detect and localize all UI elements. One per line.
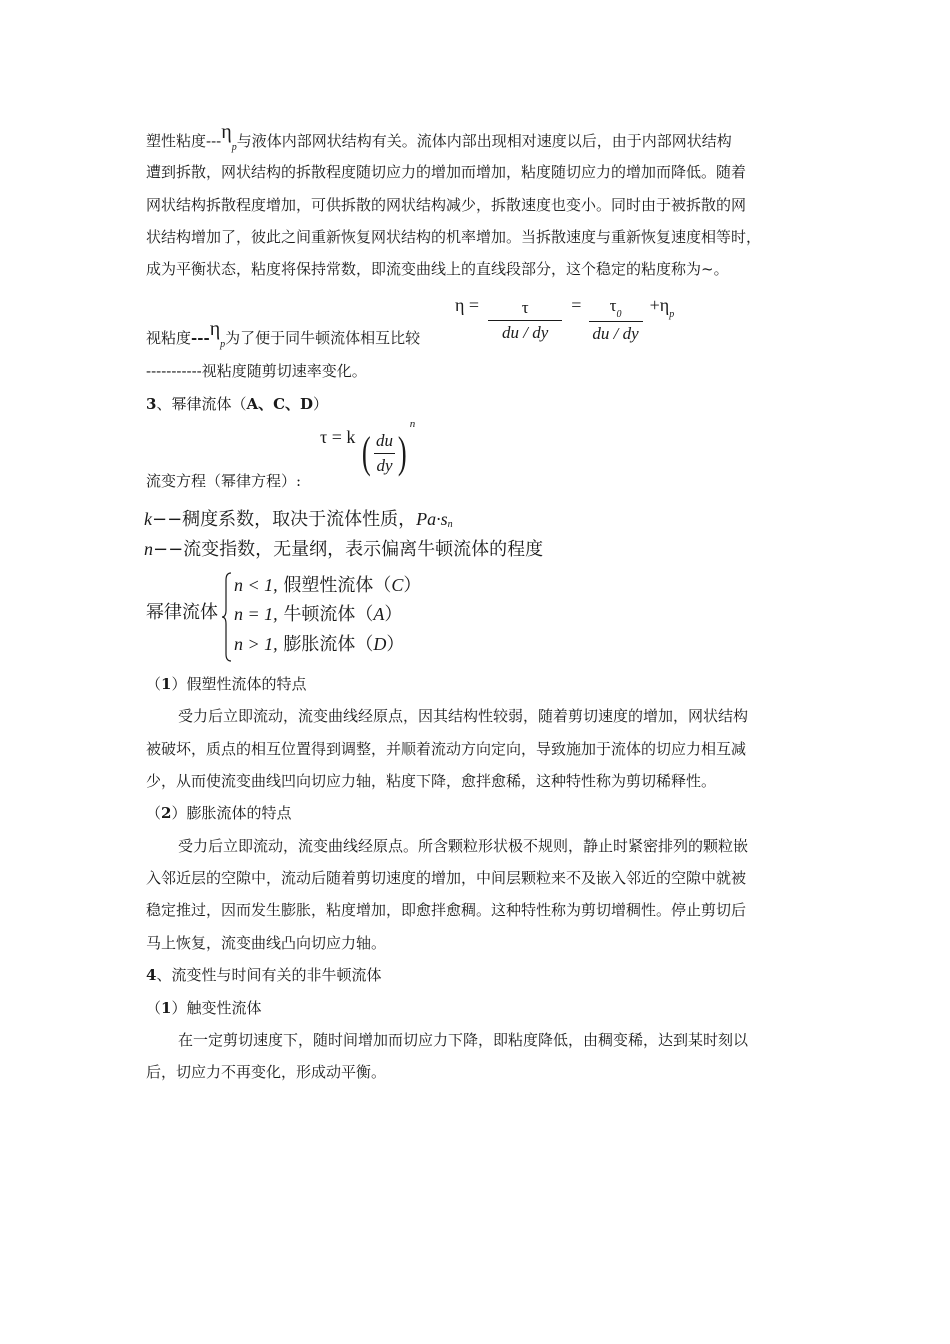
formula-eta-equals: η = (455, 294, 480, 315)
section-title: 、流变性与时间有关的非牛顿流体 (156, 966, 382, 984)
case-condition: n < 1, (234, 575, 278, 595)
paragraph-text: 受力后立即流动，流变曲线经原点，因其结构性较弱，随着剪切速度的增加，网状结构 (178, 707, 749, 725)
plus-eta-term: +η (649, 294, 670, 315)
subsection-number: 1 (161, 999, 172, 1017)
fraction-denominator: du / dy (592, 324, 639, 343)
paren-left: ( (362, 428, 372, 477)
paragraph-text: 与液体内部网状结构有关。流体内部出现相对速度以后，由于内部网状结构 (236, 132, 732, 150)
brace-icon (222, 572, 232, 662)
paragraph-text: 受力后立即流动，流变曲线经原点。所含颗粒形状极不规则，静止时紧密排列的颗粒嵌 (178, 837, 749, 855)
definition-text: −−流变指数，无量纲，表示偏离牛顿流体的程度 (153, 539, 544, 560)
apparent-viscosity-formula (455, 294, 674, 346)
section-number: 4 (146, 966, 157, 984)
fraction-tau-over-shear-rate (488, 296, 562, 345)
paragraph-text: 在一定剪切速度下，随时间增加而切应力下降，即粘度降低，由稠变稀，达到某时刻以 (178, 1031, 749, 1049)
eta-symbol: η (221, 121, 232, 143)
symbol-n: n (144, 539, 153, 559)
unit-exponent: n (447, 519, 453, 530)
equals-sign: = (571, 294, 582, 315)
case-letter: D (373, 634, 387, 654)
term-plastic-viscosity: 塑性粘度--- (146, 132, 222, 150)
subscript-p: p (220, 339, 226, 350)
paragraph-text: 网状结构拆散程度增加，可供拆散的网状结构减少，拆散速度也变小。同时由于被拆散的网 (146, 196, 747, 214)
paragraph-text: 遭到拆散，网状结构的拆散程度随切应力的增加而增加，粘度随切应力的增加而降低。随着 (146, 163, 747, 181)
subsection-1-heading: （1）假塑性流体的特点 (146, 675, 307, 693)
section-4-heading (146, 964, 381, 986)
case-close: ） (386, 634, 405, 655)
dash-separator: --- (191, 329, 210, 347)
case-close: ） (403, 575, 422, 596)
subsection-title: 触变性流体 (186, 999, 262, 1017)
subsection-2-heading: （2）膨胀流体的特点 (146, 804, 292, 822)
paragraph-text: 被破坏，质点的相互位置得到调整，并顺着流动方向定向，导致施加于流体的切应力相互减 (146, 740, 747, 758)
section-title-end: ） (313, 395, 329, 413)
term-apparent-viscosity: 视粘度 (146, 329, 192, 347)
case-name: 膨胀流体（ (283, 634, 374, 655)
fraction-numerator (589, 294, 643, 322)
fraction-denominator: dy (376, 455, 393, 475)
case-condition: n > 1, (234, 634, 278, 654)
case-row (234, 603, 402, 626)
equation-label: 流变方程（幂律方程）: (146, 472, 302, 490)
apparent-viscosity-note: -----------视粘度随剪切速率变化。 (146, 362, 367, 380)
subsection-title: 膨胀流体的特点 (186, 804, 292, 822)
paragraph-text: 少，从而使流变曲线凹向切应力轴，粘度下降，愈拌愈稀，这种特性称为剪切稀释性。 (146, 772, 717, 790)
plastic-viscosity-line-1 (146, 121, 732, 155)
definition-text: −−稠度系数，取决于流体性质， (152, 509, 417, 530)
paren-right: ) (397, 428, 407, 477)
fraction-tau0-over-shear-rate (589, 294, 643, 346)
case-row (234, 574, 421, 597)
unit-pa-s: Pa·s (416, 509, 448, 529)
cases-brace (222, 572, 232, 662)
k-definition (144, 506, 453, 536)
subscript-zero: 0 (616, 309, 622, 320)
section-number: 3 (146, 395, 157, 413)
equation-lhs: τ = k (320, 426, 356, 447)
subsection-number: 1 (161, 675, 172, 693)
cases-label: 幂律流体 (146, 602, 218, 623)
fraction-numerator: du (374, 429, 395, 454)
section-title: 、幂律流体（ (156, 395, 247, 413)
paragraph-text: 状结构增加了，彼此之间重新恢复网状结构的机率增加。当拆散速度与重新恢复速度相等时， (146, 228, 762, 246)
eta-symbol: η (209, 318, 221, 340)
case-row (234, 633, 404, 656)
case-close: ） (384, 604, 403, 625)
case-name: 牛顿流体（ (283, 604, 374, 625)
fraction-du-dy (374, 429, 395, 478)
n-definition (144, 536, 543, 563)
fraction-numerator: τ (488, 296, 562, 321)
subsection-number: 2 (161, 804, 172, 822)
subscript-p: p (231, 142, 237, 153)
section-letters: A、C、D (246, 395, 314, 413)
case-letter: C (391, 575, 404, 595)
case-letter: A (373, 604, 385, 624)
paragraph-text: 成为平衡状态，粘度将保持常数，即流变曲线上的直线段部分，这个稳定的粘度称为~。 (146, 260, 729, 278)
section-3-heading (146, 393, 328, 415)
tau-zero-symbol: τ (609, 296, 617, 315)
apparent-viscosity-line (146, 318, 421, 352)
case-name: 假塑性流体（ (283, 575, 392, 596)
paragraph-text: 后，切应力不再变化，形成动平衡。 (146, 1063, 387, 1081)
symbol-k: k (144, 509, 152, 529)
paragraph-text: 为了便于同牛顿流体相互比较 (225, 329, 421, 347)
fraction-denominator: du / dy (502, 322, 549, 342)
exponent-n: n (409, 417, 416, 430)
case-condition: n = 1, (234, 604, 278, 624)
power-law-equation (320, 417, 416, 488)
subsection-3-heading: （1）触变性流体 (146, 999, 262, 1017)
subsection-title: 假塑性流体的特点 (186, 675, 307, 693)
subscript-p: p (669, 308, 675, 320)
paragraph-text: 入邻近层的空隙中，流动后随着剪切速度的增加，中间层颗粒来不及嵌入邻近的空隙中就被 (146, 869, 747, 887)
paragraph-text: 马上恢复，流变曲线凸向切应力轴。 (146, 934, 387, 952)
paragraph-text: 稳定推过，因而发生膨胀，粘度增加，即愈拌愈稠。这种特性称为剪切增稠性。停止剪切后 (146, 901, 747, 919)
